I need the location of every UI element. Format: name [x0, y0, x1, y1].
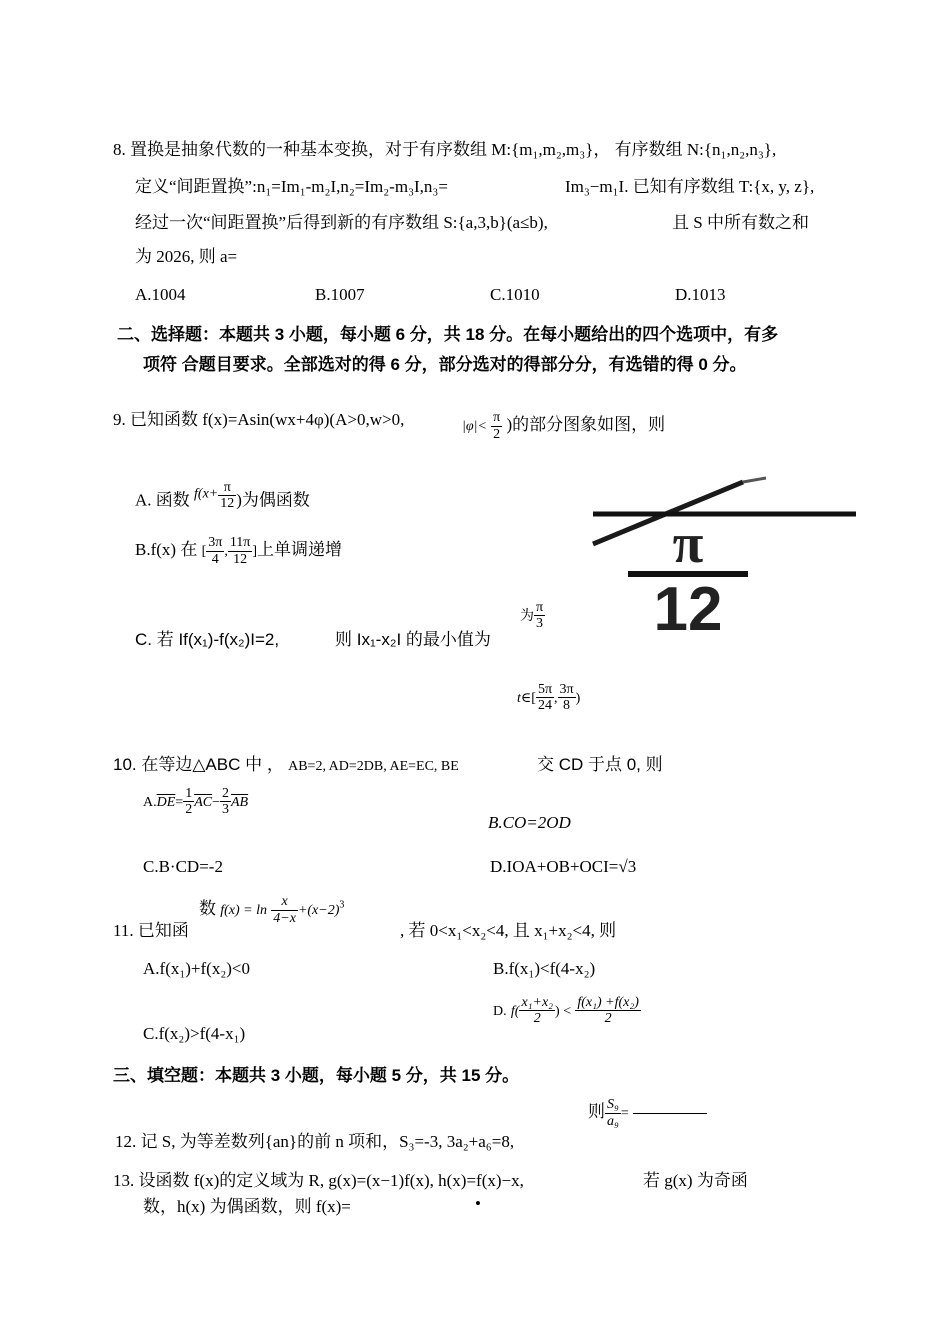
q10-option-b[interactable]: B.CO=2OD: [488, 813, 571, 832]
q10-option-c[interactable]: C.B·CD=-2: [143, 857, 223, 876]
q8-line3a: 经过一次“间距置换”后得到新的有序数组 S:{a,3,b}(a≤b),: [135, 213, 548, 232]
q11-option-a[interactable]: A.f(x₁)+f(x₂)<0: [143, 959, 251, 978]
figure-12-label: 12: [653, 575, 723, 635]
q9-option-c-part2: 则 Ix₁-x₂I 的最小值为: [335, 630, 491, 649]
q8-line4: 为 2026, 则 a=: [135, 247, 238, 266]
q8-option-d[interactable]: D.1013: [675, 285, 726, 304]
q11-condition: , 若 0<x₁<x₂<4, 且 x₁+x₂<4, 则: [400, 921, 617, 940]
q11-function: 数 f(x) = ln $\frac{x}{4-x}$ $+(x-2)^3$: [199, 894, 345, 926]
q11-option-c[interactable]: C.f(x₂)>f(4-x₁): [143, 1024, 246, 1043]
q11-option-d[interactable]: D. f( $\frac{\text{x₁+x₂}}{2}$ ) < $\frac{\text{f(x₁) +f(x₂)}}{2}$: [493, 995, 639, 1027]
q8-option-a[interactable]: A.1004: [135, 285, 186, 304]
q11-stem: 11. 已知函: [113, 921, 189, 940]
q10-stem: 10. 在等边△ABC 中 ， AB=2, AD=2DB, AE=EC, BE: [113, 755, 459, 774]
q12-answer-blank[interactable]: [633, 1113, 707, 1114]
q10-option-d[interactable]: D.IOA+OB+OCI=√3: [490, 857, 637, 876]
q10-option-a[interactable]: $A.\overline{DE}=$ $\frac{1}{2}$ $\overline{AC}-$ $\frac{2}{3}$ $\overline{AB}$: [143, 786, 249, 818]
q13-line2: 数，h(x) 为偶函数，则 f(x)=: [143, 1197, 351, 1216]
q9-option-c-value: 为 $\frac{\pi}{3}$: [520, 600, 544, 632]
q12-stem: 12. 记 S, 为等差数列{an}的前 n 项和，S₃=-3, 3a₂+a₆=8,: [115, 1132, 515, 1151]
q9-option-c-part1[interactable]: C. 若 If(x₁)-f(x₂)I=2,: [135, 630, 280, 649]
q8-line3b: 且 S 中所有数之和: [672, 213, 809, 232]
q8-line2b: Im₃−m₁I. 已知有序数组 T:{x, y, z},: [565, 177, 815, 196]
section3-heading: 三、填空题：本题共 3 小题，每小题 5 分，共 15 分。: [113, 1066, 520, 1085]
q9-option-a[interactable]: A. 函数 $^{f(x+}$ $\frac{\pi}{12}$ )为偶函数: [135, 480, 310, 512]
q8-option-c[interactable]: C.1010: [490, 285, 540, 304]
q11-option-b[interactable]: B.f(x₁)<f(4-x₂): [493, 959, 596, 978]
q13-line1b: 若 g(x) 为奇函: [643, 1171, 748, 1190]
q8-line1: 8. 置换是抽象代数的一种基本变换，对于有序数组 M:{m₁,m₂,m₃}， 有序数组 N:{n₁,n₂,n₃},: [113, 140, 777, 159]
q13-answer-dot: •: [475, 1194, 481, 1213]
q9-phi-condition: |φ|< $\frac{\pi}{2}$ )的部分图象如图，则: [462, 410, 666, 442]
q9-option-d[interactable]: t∈[ $\frac{5\pi}{24}$ , $\frac{3\pi}{8}$ ): [517, 682, 581, 714]
q9-option-b[interactable]: B.f(x) 在 [ $\frac{3\pi}{4}$ , $\frac{11\pi}{12}$ ]上单调递增: [135, 535, 343, 567]
figure-pi-label: π: [672, 513, 704, 575]
q12-answer: 则 $\frac{\text{S₉}}{\text{a₉}}$ =: [588, 1097, 707, 1129]
q8-line2a: 定义“间距置换”:n₁=Im₁-m₂I,n₂=Im₂-m₃I,n₃=: [135, 177, 448, 196]
section2-heading: 二、选择题：本题共 3 小题，每小题 6 分，共 18 分。在每小题给出的四个选项中，有多: [117, 325, 779, 344]
section2-note: 项符 合题目要求。全部选对的得 6 分，部分选对的得部分分，有选错的得 0 分。: [143, 355, 747, 374]
q9-stem: 9. 已知函数 f(x)=Asin(wx+4φ)(A>0,w>0,: [113, 410, 405, 429]
q13-line1a: 13. 设函数 f(x)的定义域为 R, g(x)=(x−1)f(x), h(x)=f(x)−x,: [113, 1171, 524, 1190]
q10-stem-end: 交 CD 于点 0, 则: [537, 755, 663, 774]
q9-graph-figure: [588, 470, 863, 635]
q8-option-b[interactable]: B.1007: [315, 285, 365, 304]
